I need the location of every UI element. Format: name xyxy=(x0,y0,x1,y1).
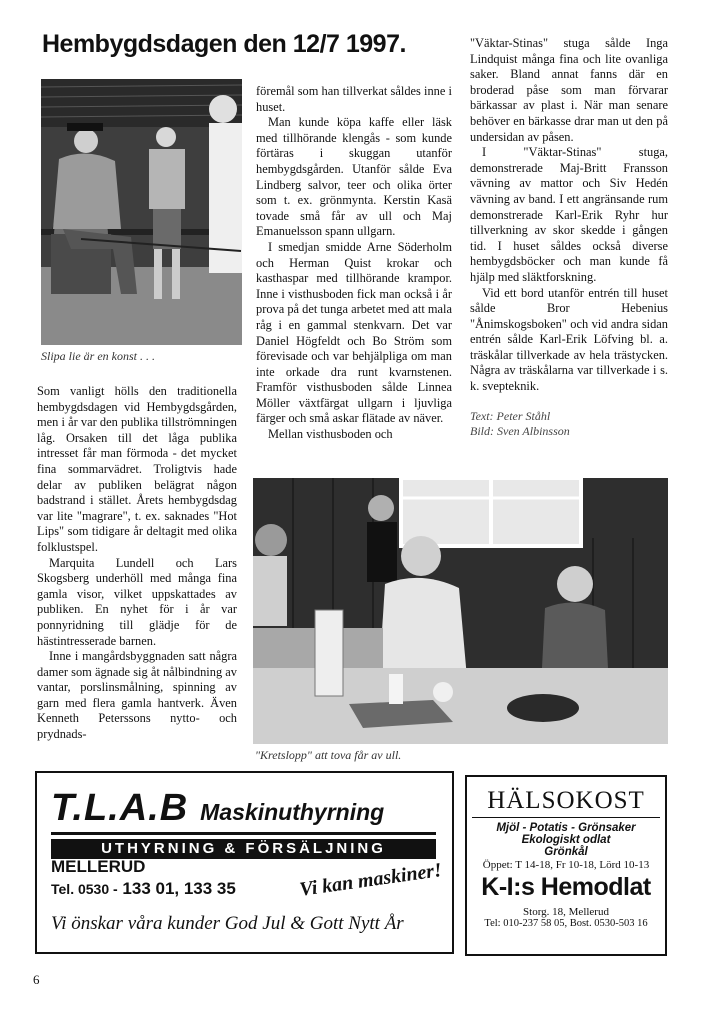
tlab-service: Maskinuthyrning xyxy=(200,799,385,825)
photo-wool-felting xyxy=(253,478,668,744)
photo-credit: Bild: Sven Albinsson xyxy=(470,423,570,438)
tlab-phone-numbers: 133 01, 133 35 xyxy=(122,879,236,898)
halsokost-organic: Ekologiskt odlat xyxy=(521,834,611,846)
col3-paragraph: Vid ett bord utanför entrén till huset sålde Bror Hebenius "Ånimskogsboken" och vid andra sidan entrén sålde Karl-Erik Löfving bl. a. träskålar tillverkade av hela trästycken. Några av träskålarna var tillverkade i s. k. svepteknik. xyxy=(470,285,668,394)
tlab-greeting: Vi önskar våra kunder God Jul & Gott Nytt År xyxy=(51,913,404,934)
col2-paragraph: Mellan visthusboden och xyxy=(268,427,393,442)
halsokost-rule xyxy=(472,817,660,818)
col1-paragraph: Som vanligt hölls den traditionella hembygdsdagen vid Hembygdsgården, men i år var den publika tillströmningen låg. Orsaken till det låga publika intresset får man förmoda - det mycket fina sommarvädret. Troligtvis hade delar av publiken belägrat någon badstrand i stället. Årets hembygdsdag var lite "magrare", t. ex. saknades "Hot Lips" som tidigare år deltagit med olika folklustspel. xyxy=(37,384,237,554)
tlab-slogan: Vi kan maskiner! xyxy=(298,859,444,901)
tlab-phone-prefix: Tel. 0530 - xyxy=(51,881,118,897)
photo-felting-image xyxy=(253,478,668,744)
photo2-caption: "Kretslopp" att tova får av ull. xyxy=(255,748,402,762)
halsokost-hours: Öppet: T 14-18, Fr 10-18, Lörd 10-13 xyxy=(482,859,650,871)
tlab-company-name: T.L.A.B xyxy=(51,787,189,829)
photo1-caption: Slipa lie är en konst . . . xyxy=(41,349,155,363)
page-number: 6 xyxy=(33,972,40,987)
tlab-town: MELLERUD xyxy=(51,857,146,876)
halsokost-shop-name: K-I:s Hemodlat xyxy=(481,873,651,901)
text-credit: Text: Peter Ståhl xyxy=(470,408,551,423)
halsokost-advertisement xyxy=(465,775,667,956)
article-title: Hembygdsdagen den 12/7 1997. xyxy=(42,30,406,58)
tlab-phone xyxy=(51,879,236,899)
col2-paragraph: föremål som han tillverkat såldes inne i huset. xyxy=(256,84,452,114)
photo-scythe-image xyxy=(41,79,242,345)
photo-scythe-sharpening xyxy=(41,79,242,345)
col2-paragraph: Man kunde köpa kaffe eller läsk med tillhörande klengås - som kunde förtäras i skuggan utanför hembygdsgården. Utanför sålde Eva Lindberg salvor, teer och olika örter som t. ex. grönmynta. Kerstin Kasä tovade små får av ull och Maj Emanuelsson spann ullgarn. xyxy=(256,115,452,239)
tlab-banner: UTHYRNING & FÖRSÄLJNING xyxy=(51,839,436,859)
halsokost-phone: Tel: 010-237 58 05, Bost. 0530-503 16 xyxy=(484,918,648,929)
col1-paragraph: Marquita Lundell och Lars Skogsberg underhöll med många fina gamla visor, vilket uppskattades av publiken. En nyhet för i år var ponnyridning till glädje för de hästintresserade barnen. xyxy=(37,555,237,648)
col3-paragraph: "Väktar-Stinas" stuga sålde Inga Lindquist många fina och lite ovanliga saker. Bland annat fanns där en broderad påse som man förvarar bärkassar av plast i. När man senare behöver en bärkasse drar man ut den på undersidan av påsen. xyxy=(470,36,668,144)
halsokost-title: HÄLSOKOST xyxy=(487,787,645,814)
col1-paragraph: Inne i mangårdsbyggnaden satt några damer som ägnade sig åt nålbindning av vantar, porslinsmålning, spinning av garn med flera gamla hantverk. Även Kenneth Peterssons nytto- och prydnads- xyxy=(37,649,237,742)
article-column-2 xyxy=(256,84,452,443)
col2-paragraph: I smedjan smidde Arne Söderholm och Herman Quist krokar och kasthaspar med tillhörande krampor. Inne i visthusboden fick man också i år prova på det tunga arbetet med att mala råg i en gammal stenkvarn. Det var Daniel Högfeldt och Bo Ström som förevisade och var behjälpliga om man inte orkade dra runt kvarnstenen. Framför visthusboden sålde Linnea Möller växtfärgat ullgarn i ljuvliga färger och små askar flätade av näver. xyxy=(256,239,452,426)
halsokost-products: Mjöl - Potatis - Grönsaker xyxy=(496,822,636,834)
article-column-1 xyxy=(37,384,237,743)
tlab-underline xyxy=(51,832,436,835)
halsokost-kale: Grönkål xyxy=(544,846,588,858)
halsokost-address: Storg. 18, Mellerud xyxy=(523,906,609,918)
tlab-advertisement xyxy=(35,771,454,954)
col3-paragraph: I "Väktar-Stinas" stuga, demonstrerade Maj-Britt Fransson vävning av mattor och Siv Hedén vävning av band. I ett angränsande rum demonstrerade Karl-Erik Ryhr hur tillverkning av skor skedde i gången tid. I huset såldes också diverse hembygdsböcker och man kunde få hjälp med släktforskning. xyxy=(470,145,668,284)
article-column-3 xyxy=(470,36,668,439)
